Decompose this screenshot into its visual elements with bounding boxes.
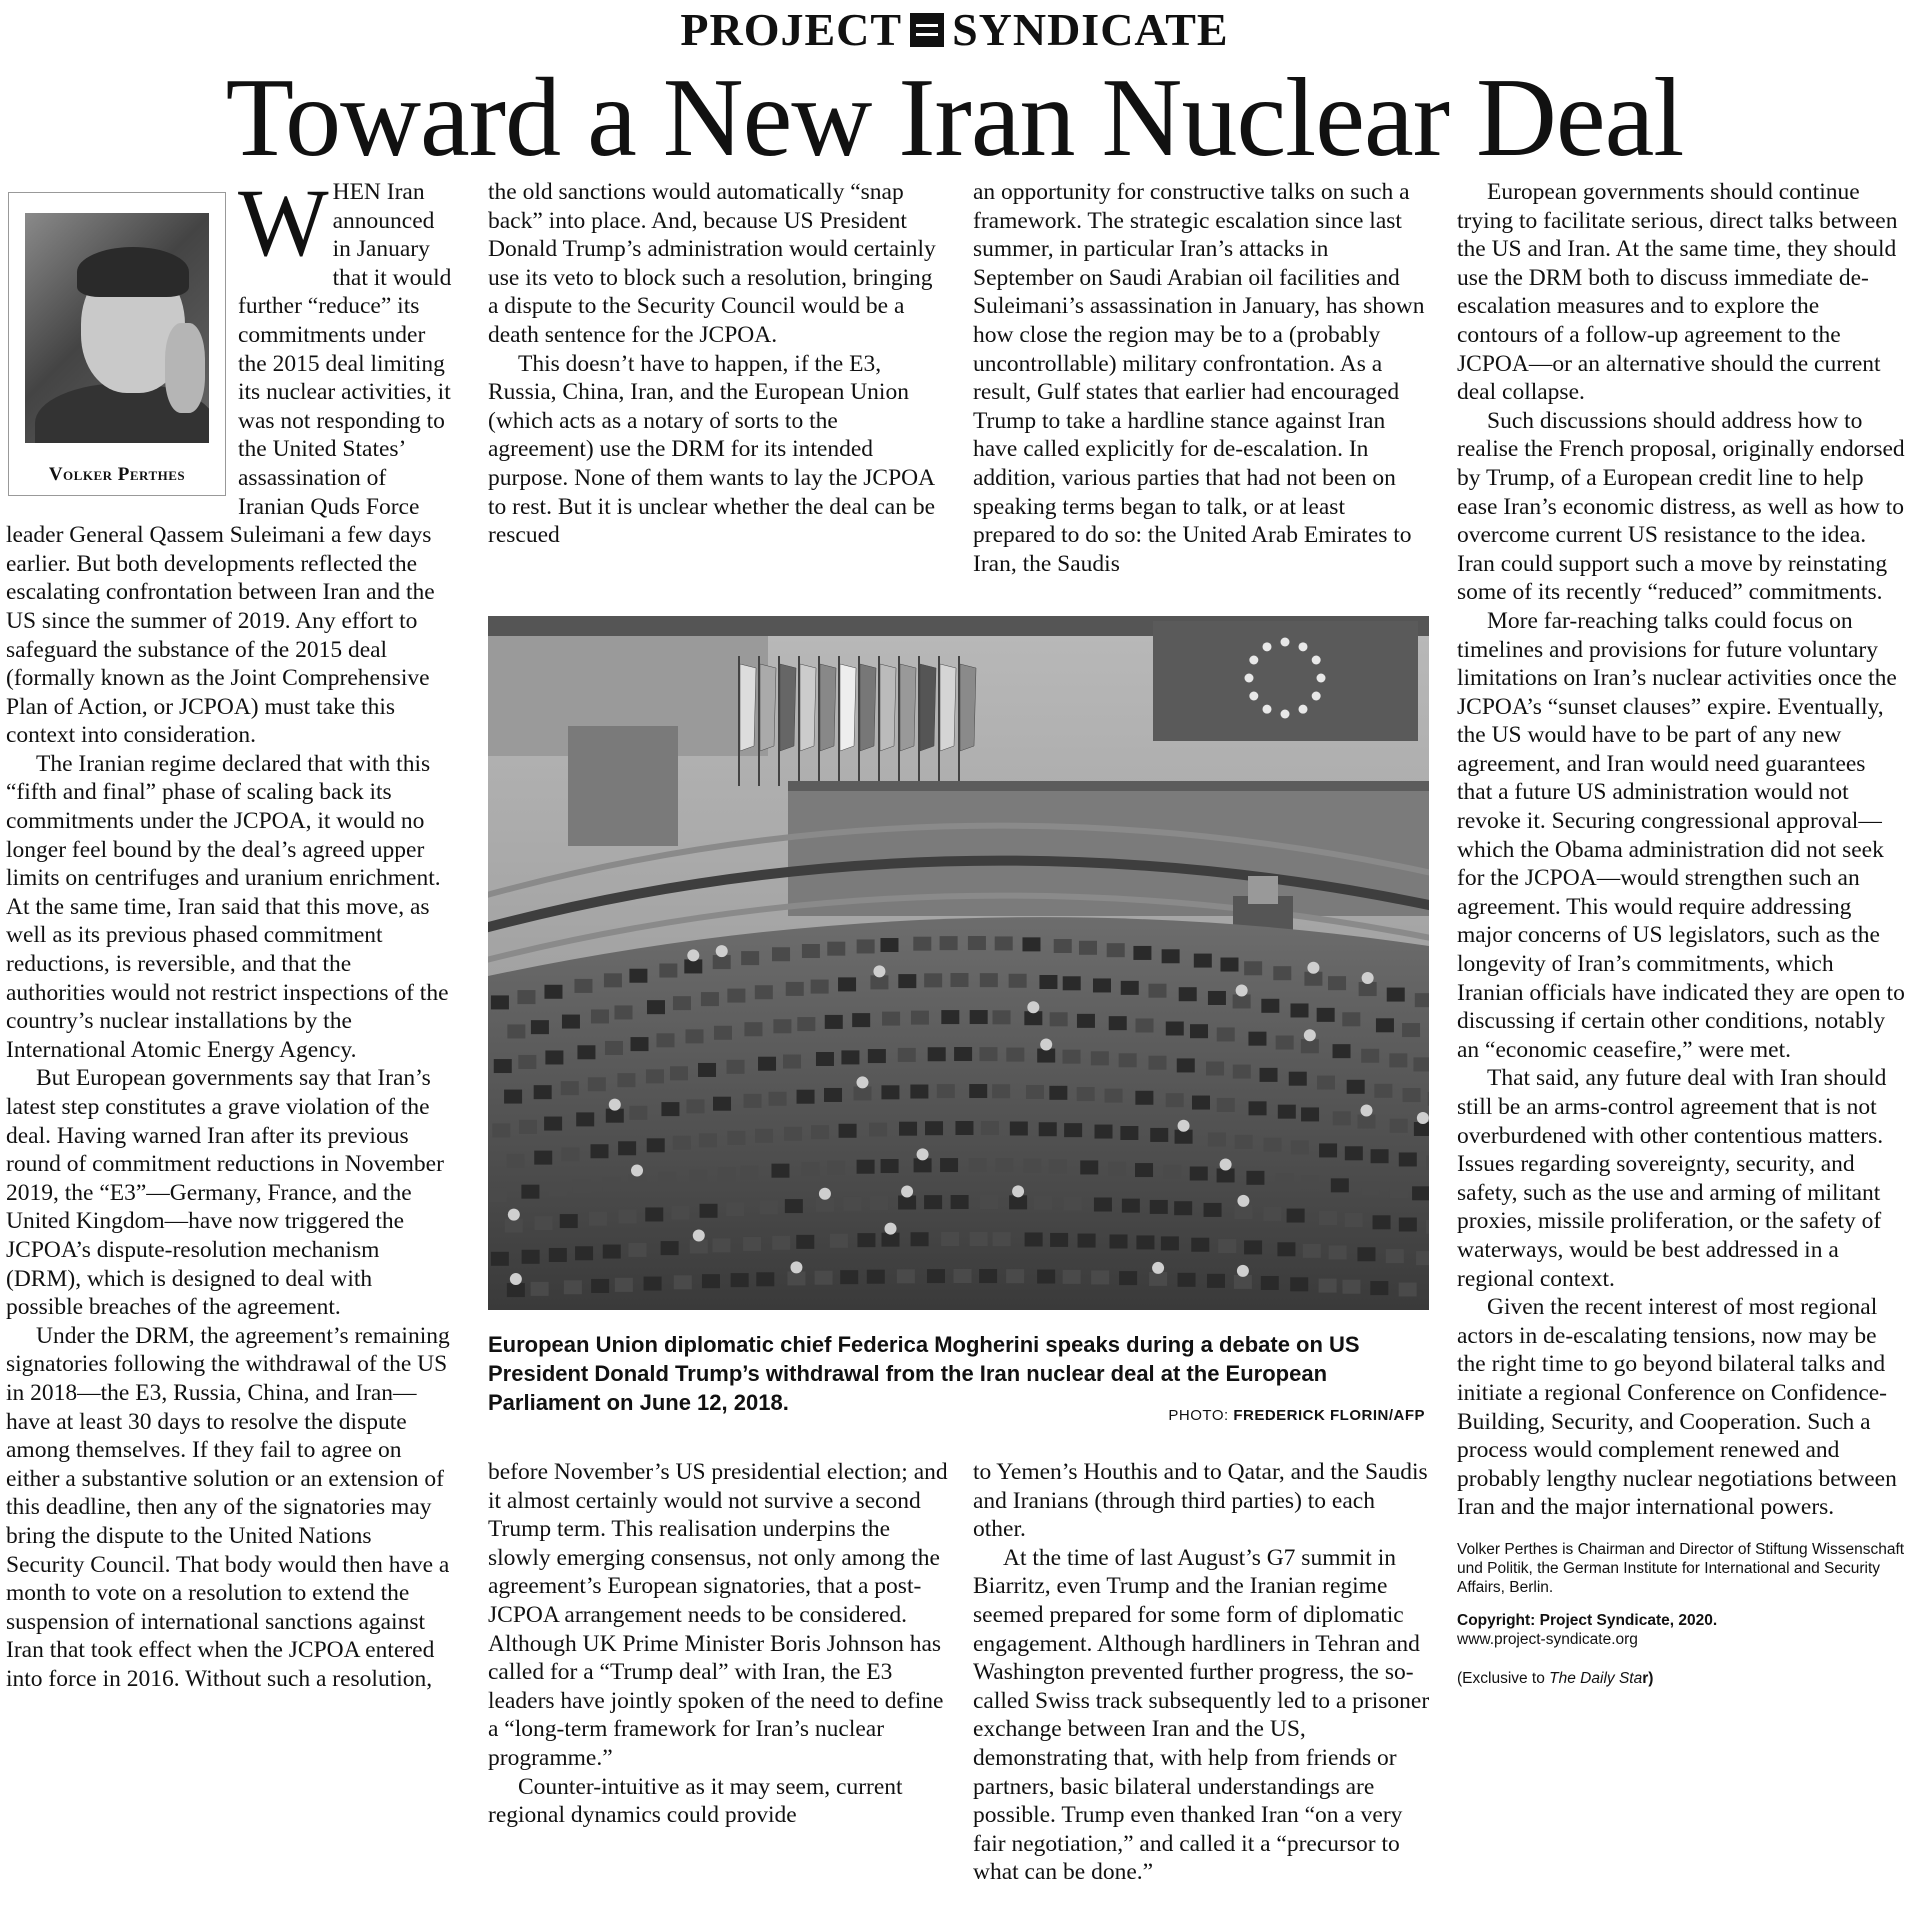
- article-column-4: [1457, 178, 1905, 1688]
- article-paragraph: before November’s US presidential election; and it almost certainly would not survive a second Trump term. This realisation underpins the slowly emerging consensus, not only among the agreement’s European signatories, that a post-JCPOA arrangement needs to be considered. Although UK Prime Minister Boris Johnson has called for a “Trump deal” with Iran, the E3 leaders have jointly spoken of the need to define a “long-term framework for Iran’s nuclear programme.”: [488, 1459, 948, 1771]
- headline: Toward a New Iran Nuclear Deal: [225, 56, 1684, 180]
- copyright: [1457, 1611, 1905, 1649]
- article-column-2-bottom: [488, 1458, 948, 1830]
- exclusive-note: (Exclusive to The Daily Star): [1457, 1669, 1654, 1687]
- article-paragraph: European governments should continue trying to facilitate serious, direct talks between the US and Iran. At the same time, they should use the DRM both to discuss immediate de-escalation measures and to explore the contours of a follow-up agreement to the JCPOA—or an alternative should the current deal collapse.: [1457, 179, 1898, 406]
- article-paragraph: This doesn’t have to happen, if the E3, Russia, China, Iran, and the European Union (which acts as a notary of sorts to the agreement) use the DRM for its intended purpose. None of them wants to lay the JCPOA to rest. But it is unclear whether the deal can be rescued: [488, 350, 935, 549]
- article-paragraph: an opportunity for constructive talks on such a framework. The strategic escalation since last summer, in particular Iran’s attacks in September on Saudi Arabian oil facilities and Suleimani’s assassination in January, has shown how close the region may be to a (probably uncontrollable) military confrontation. As a result, Gulf states that earlier had encouraged Trump to take a hardline stance against Iran have called explicitly for de-escalation. In addition, various parties that had not been on speaking terms began to talk, or at least prepared to do so: the United Arab Emirates to Iran, the Saudis: [973, 179, 1425, 577]
- article-paragraph: to Yemen’s Houthis and to Qatar, and the Saudis and Iranians (through third parties) to each other.: [973, 1459, 1428, 1543]
- parliament-photo: [488, 616, 1429, 1310]
- article-column-2-top: [488, 178, 948, 550]
- drop-cap: W: [238, 169, 329, 276]
- article-paragraph: Under the DRM, the agreement’s remaining signatories following the withdrawal of the US in 2018—the E3, Russia, China, and Iran—have at least 30 days to resolve the dispute among themselves. If they fail to agree on either a substantive solution or an extension of this deadline, then any of the signatories may bring the dispute to the United Nations Security Council. That body would then have a month to vote on a resolution to extend the suspension of international sanctions against Iran that took effect when the JCPOA entered into force in 2016. Without such a resolution,: [6, 1322, 450, 1692]
- article-paragraph: Counter-intuitive as it may seem, current regional dynamics could provide: [488, 1773, 903, 1829]
- author-name: Volker Perthes: [48, 464, 186, 485]
- photo-credit: PHOTO: FREDERICK FLORIN/AFP: [1168, 1407, 1425, 1424]
- photo-caption: [488, 1330, 1429, 1440]
- copyright-line: Copyright: Project Syndicate, 2020.: [1457, 1611, 1718, 1629]
- article-column-1: [6, 169, 454, 1693]
- author-bio: Volker Perthes is Chairman and Director of Stiftung Wissenschaft und Politik, the German Institute for International and Security Affairs, Berlin.: [1457, 1540, 1905, 1596]
- masthead: [0, 0, 1909, 60]
- website-link[interactable]: www.project-syndicate.org: [1457, 1630, 1638, 1648]
- article-paragraph: the old sanctions would automatically “snap back” into place. And, because US President Donald Trump’s administration would certainly use its veto to block such a resolution, bringing a dispute to the Security Council would be a death sentence for the JCPOA.: [488, 179, 936, 348]
- article-paragraph: That said, any future deal with Iran should still be an arms-control agreement that is not overburdened with other contentious matters. Issues regarding sovereignty, security, and safety, such as the use and arming of militant proxies, missile proliferation, or the safety of waterways, would be best addressed in a regional context.: [1457, 1065, 1887, 1292]
- project-syndicate-logo-icon: [910, 13, 944, 47]
- newspaper-name: The Daily Sta: [1549, 1669, 1643, 1687]
- article-paragraph: Such discussions should address how to realise the French proposal, originally endorsed by Trump, of a European credit line to help ease Iran’s economic distress, as well as how to overcome current US resistance to the idea. Iran could support such a move by reinstating some of its recently “reduced” commitments.: [1457, 407, 1905, 606]
- masthead-right: SYNDICATE: [952, 4, 1229, 55]
- article-paragraph: At the time of last August’s G7 summit in Biarritz, even Trump and the Iranian regime seemed prepared for some form of diplomatic engagement. Although hardliners in Tehran and Washington prevented further progress, the so-called Swiss track subsequently led to a prisoner exchange between Iran and the US, demonstrating that, with help from friends or partners, basic bilateral understandings are possible. Trump even thanked Iran “on a very fair negotiation,” and called it a “precursor to what can be done.”: [973, 1544, 1430, 1886]
- masthead-left: PROJECT: [680, 4, 903, 55]
- article-column-3-top: [973, 178, 1433, 578]
- eu-flag-icon: [1153, 621, 1418, 741]
- article-column-3-bottom: [973, 1458, 1433, 1887]
- author-photo: [25, 213, 209, 443]
- lead-text: Iran announced in January that it would further “reduce” its commitments under the 2015 deal limiting its nuclear activities, it was not responding to the United States’ assassination of Iranian Quds Force leader General Qassem Suleimani a few days earlier. But both developments reflected the escalating confrontation between Iran and the US since the summer of 2019. Any effort to safeguard the substance of the 2015 deal (formally known as the Joint Comprehensive Plan of Action, or JCPOA) must take this context into consideration.: [6, 179, 452, 749]
- article-paragraph: Given the recent interest of most regional actors in de-escalating tensions, now may be the right time to go beyond bilateral talks and initiate a regional Conference on Confidence-Building, Security, and Cooperation. Such a process would complement renewed and probably lengthy nuclear negotiations between Iran and the major international powers.: [1457, 1294, 1897, 1521]
- caption-text: European Union diplomatic chief Federica Mogherini speaks during a debate on US President Donald Trump’s withdrawal from the Iran nuclear deal at the European Parliament on June 12, 2018.: [488, 1332, 1360, 1415]
- author-box: [8, 192, 226, 496]
- article-paragraph: The Iranian regime declared that with this “fifth and final” phase of scaling back its commitments under the JCPOA, it would no longer feel bound by the deal’s agreed upper limits on centrifuges and uranium enrichment. At the same time, Iran said that this move, as well as its previous phased commitment reductions, is reversible, and that the authorities would not restrict inspections of the country’s nuclear installations by the International Atomic Energy Agency.: [6, 750, 449, 1063]
- col1-body: [6, 750, 454, 1694]
- lead-smallcaps: HEN: [332, 179, 381, 205]
- article-paragraph: More far-reaching talks could focus on timelines and provisions for future voluntary limitations on Iran’s nuclear activities once the JCPOA’s “sunset clauses” expire. Eventually, the US would have to be part of any new agreement, and Iran would need guarantees that a future US administration would not revoke it. Securing congressional approval—which the Obama administration did not seek for the JCPOA—would strengthen such an agreement. This would require addressing major concerns of US legislators, such as the longevity of Iran’s commitments, which Iranian officials have indicated they are open to discussing if certain other conditions, notably an “economic ceasefire,” were met.: [1457, 607, 1905, 1063]
- article-paragraph: But European governments say that Iran’s latest step constitutes a grave violation of the deal. Having warned Iran after its previous round of commitment reductions in November 2019, the “E3”—Germany, France, and the United Kingdom—have now triggered the JCPOA’s dispute-resolution mechanism (DRM), which is designed to deal with possible breaches of the agreement.: [6, 1065, 444, 1321]
